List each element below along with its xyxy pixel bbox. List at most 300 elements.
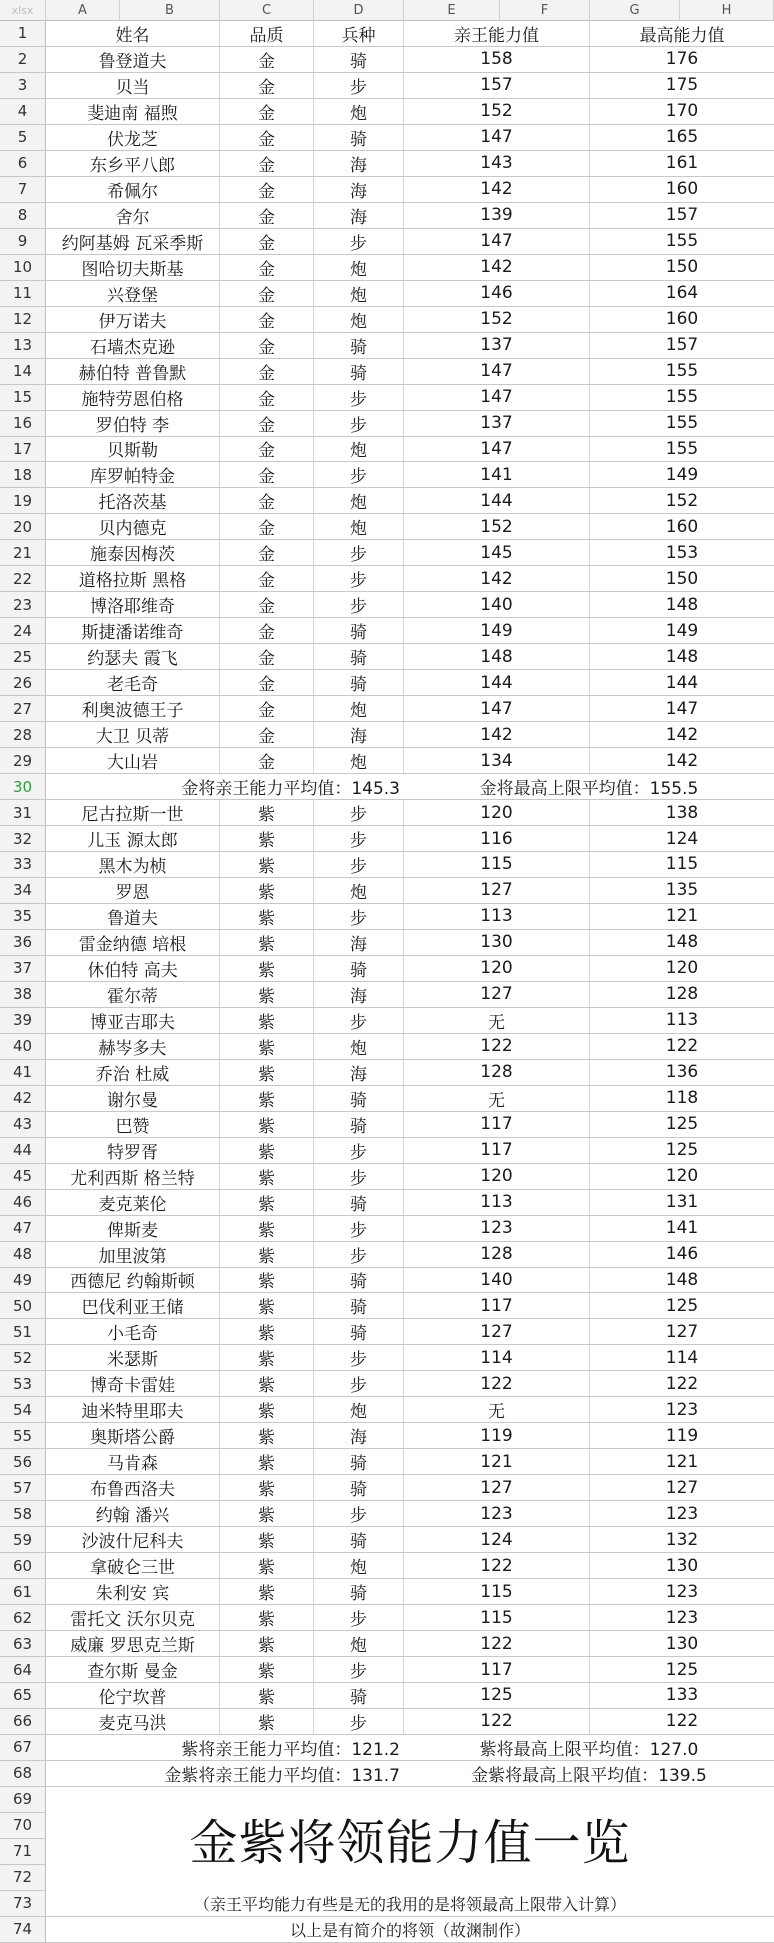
cell-quality[interactable]: 金 — [220, 99, 314, 124]
summary-left[interactable]: 紫将亲王能力平均值：121.2 — [181, 1739, 400, 1760]
cell-kinship-ability[interactable]: 121 — [404, 1449, 590, 1474]
cell-kinship-ability[interactable]: 142 — [404, 722, 590, 747]
cell-type[interactable]: 炮 — [314, 514, 404, 539]
cell-quality[interactable]: 紫 — [220, 1709, 314, 1734]
cell-kinship-ability[interactable]: 128 — [404, 1242, 590, 1267]
cell-kinship-ability[interactable]: 130 — [404, 930, 590, 955]
cell-kinship-ability[interactable]: 146 — [404, 281, 590, 306]
row-number[interactable]: 41 — [0, 1060, 46, 1085]
cell-max-ability[interactable]: 119 — [665, 1425, 699, 1446]
cell-name[interactable]: 罗恩 — [46, 878, 220, 903]
cell-type[interactable]: 骑 — [314, 670, 404, 695]
cell-quality[interactable]: 金 — [220, 177, 314, 202]
row-number[interactable]: 65 — [0, 1683, 46, 1708]
cell-name[interactable]: 特罗胥 — [46, 1138, 220, 1163]
cell-quality[interactable]: 紫 — [220, 852, 314, 877]
cell-max-ability[interactable]: 160 — [665, 309, 699, 330]
cell-type[interactable]: 步 — [314, 826, 404, 851]
cell-max-ability[interactable]: 132 — [665, 1529, 699, 1550]
cell-kinship-ability[interactable]: 152 — [404, 307, 590, 332]
row-number[interactable]: 55 — [0, 1423, 46, 1448]
row-number[interactable]: 12 — [0, 307, 46, 332]
cell-type[interactable]: 骑 — [314, 333, 404, 358]
cell-max-ability[interactable]: 133 — [665, 1685, 699, 1706]
row-number[interactable]: 9 — [0, 229, 46, 254]
cell-max-ability[interactable]: 148 — [665, 932, 699, 953]
row-number[interactable]: 36 — [0, 930, 46, 955]
cell-type[interactable]: 骑 — [314, 618, 404, 643]
row-number[interactable]: 39 — [0, 1008, 46, 1033]
cell-max-ability[interactable]: 152 — [665, 490, 699, 511]
cell-kinship-ability[interactable]: 152 — [404, 514, 590, 539]
row-number[interactable]: 49 — [0, 1268, 46, 1293]
row-number[interactable]: 45 — [0, 1164, 46, 1189]
cell-type[interactable]: 步 — [314, 566, 404, 591]
row-number[interactable]: 42 — [0, 1086, 46, 1111]
cell-name[interactable]: 尤利西斯 格兰特 — [46, 1164, 220, 1189]
cell-quality[interactable]: 紫 — [220, 982, 314, 1007]
summary-left[interactable]: 金紫将亲王能力平均值：131.7 — [164, 1765, 400, 1786]
cell-kinship-ability[interactable]: 122 — [404, 1553, 590, 1578]
row-number[interactable]: 48 — [0, 1242, 46, 1267]
cell-type[interactable]: 步 — [314, 385, 404, 410]
cell-name[interactable]: 加里波第 — [46, 1242, 220, 1267]
cell-type[interactable]: 步 — [314, 229, 404, 254]
cell-quality[interactable]: 品质 — [220, 21, 314, 46]
cell-kinship-ability[interactable]: 122 — [404, 1709, 590, 1734]
cell-quality[interactable]: 紫 — [220, 1553, 314, 1578]
cell-name[interactable]: 霍尔蒂 — [46, 982, 220, 1007]
row-number[interactable]: 56 — [0, 1449, 46, 1474]
cell-kinship-ability[interactable]: 114 — [404, 1345, 590, 1370]
row-number[interactable]: 28 — [0, 722, 46, 747]
cell-type[interactable]: 海 — [314, 203, 404, 228]
row-number[interactable]: 14 — [0, 359, 46, 384]
cell-kinship-ability[interactable]: 143 — [404, 151, 590, 176]
cell-kinship-ability[interactable]: 120 — [404, 1164, 590, 1189]
cell-kinship-ability[interactable]: 116 — [404, 826, 590, 851]
cell-type[interactable]: 炮 — [314, 307, 404, 332]
cell-quality[interactable]: 紫 — [220, 1060, 314, 1085]
row-number[interactable]: 60 — [0, 1553, 46, 1578]
cell-quality[interactable]: 金 — [220, 696, 314, 721]
row-number[interactable]: 6 — [0, 151, 46, 176]
cell-max-ability[interactable]: 125 — [665, 1114, 699, 1135]
cell-max-ability[interactable]: 124 — [665, 828, 699, 849]
cell-kinship-ability[interactable]: 122 — [404, 1631, 590, 1656]
cell-quality[interactable]: 金 — [220, 722, 314, 747]
cell-kinship-ability[interactable]: 145 — [404, 540, 590, 565]
cell-name[interactable]: 贝当 — [46, 73, 220, 98]
cell-type[interactable]: 兵种 — [314, 21, 404, 46]
cell-name[interactable]: 鲁登道夫 — [46, 47, 220, 72]
cell-quality[interactable]: 金 — [220, 488, 314, 513]
cell-type[interactable]: 炮 — [314, 99, 404, 124]
row-number[interactable]: 47 — [0, 1216, 46, 1241]
cell-type[interactable]: 炮 — [314, 1034, 404, 1059]
row-number[interactable]: 8 — [0, 203, 46, 228]
cell-quality[interactable]: 金 — [220, 514, 314, 539]
cell-name[interactable]: 托洛茨基 — [46, 488, 220, 513]
row-number[interactable]: 17 — [0, 437, 46, 462]
cell-quality[interactable]: 金 — [220, 229, 314, 254]
cell-name[interactable]: 兴登堡 — [46, 281, 220, 306]
cell-type[interactable]: 步 — [314, 1709, 404, 1734]
cell-type[interactable]: 步 — [314, 800, 404, 825]
cell-type[interactable]: 步 — [314, 592, 404, 617]
cell-type[interactable]: 骑 — [314, 1683, 404, 1708]
row-number[interactable]: 20 — [0, 514, 46, 539]
cell-name[interactable]: 马肯森 — [46, 1449, 220, 1474]
cell-kinship-ability[interactable]: 无 — [404, 1397, 590, 1422]
cell-name[interactable]: 查尔斯 曼金 — [46, 1657, 220, 1682]
cell-quality[interactable]: 紫 — [220, 1631, 314, 1656]
cell-kinship-ability[interactable]: 148 — [404, 644, 590, 669]
cell-max-ability[interactable]: 最高能力值 — [639, 25, 725, 46]
row-number[interactable]: 52 — [0, 1345, 46, 1370]
cell-type[interactable]: 骑 — [314, 1475, 404, 1500]
cell-max-ability[interactable]: 155 — [665, 361, 699, 382]
cell-quality[interactable]: 金 — [220, 462, 314, 487]
cell-kinship-ability[interactable]: 137 — [404, 411, 590, 436]
cell-max-ability[interactable]: 118 — [665, 1088, 699, 1109]
cell-type[interactable]: 步 — [314, 1242, 404, 1267]
row-number[interactable]: 31 — [0, 800, 46, 825]
cell-name[interactable]: 斯捷潘诺维奇 — [46, 618, 220, 643]
cell-name[interactable]: 博亚吉耶夫 — [46, 1008, 220, 1033]
cell-max-ability[interactable]: 147 — [665, 698, 699, 719]
cell-quality[interactable]: 紫 — [220, 1345, 314, 1370]
row-number[interactable]: 43 — [0, 1112, 46, 1137]
row-number[interactable]: 44 — [0, 1138, 46, 1163]
cell-kinship-ability[interactable]: 115 — [404, 1605, 590, 1630]
row-number[interactable]: 69 — [0, 1787, 46, 1812]
cell-type[interactable]: 步 — [314, 1605, 404, 1630]
cell-name[interactable]: 迪米特里耶夫 — [46, 1397, 220, 1422]
cell-name[interactable]: 麦克莱伦 — [46, 1190, 220, 1215]
cell-kinship-ability[interactable]: 123 — [404, 1216, 590, 1241]
cell-quality[interactable]: 金 — [220, 151, 314, 176]
cell-type[interactable]: 炮 — [314, 1631, 404, 1656]
cell-quality[interactable]: 紫 — [220, 1216, 314, 1241]
cell-name[interactable]: 石墙杰克逊 — [46, 333, 220, 358]
cell-type[interactable]: 骑 — [314, 1527, 404, 1552]
cell-quality[interactable]: 金 — [220, 411, 314, 436]
cell-name[interactable]: 雷金纳德 培根 — [46, 930, 220, 955]
cell-name[interactable]: 儿玉 源太郎 — [46, 826, 220, 851]
cell-kinship-ability[interactable]: 147 — [404, 359, 590, 384]
row-number[interactable]: 16 — [0, 411, 46, 436]
column-header-b[interactable]: B — [120, 0, 220, 21]
cell-max-ability[interactable]: 123 — [665, 1607, 699, 1628]
cell-quality[interactable]: 金 — [220, 73, 314, 98]
cell-quality[interactable]: 紫 — [220, 1683, 314, 1708]
cell-type[interactable]: 步 — [314, 1501, 404, 1526]
cell-quality[interactable]: 金 — [220, 307, 314, 332]
row-number[interactable]: 62 — [0, 1605, 46, 1630]
cell-kinship-ability[interactable]: 122 — [404, 1034, 590, 1059]
cell-type[interactable]: 骑 — [314, 956, 404, 981]
row-number[interactable]: 50 — [0, 1293, 46, 1318]
row-number[interactable]: 67 — [0, 1735, 46, 1760]
cell-name[interactable]: 西德尼 约翰斯顿 — [46, 1268, 220, 1293]
cell-kinship-ability[interactable]: 113 — [404, 904, 590, 929]
cell-max-ability[interactable]: 128 — [665, 984, 699, 1005]
summary-right[interactable]: 金将最高上限平均值：155.5 — [479, 779, 699, 800]
cell-max-ability[interactable]: 123 — [665, 1399, 699, 1420]
row-number[interactable]: 66 — [0, 1709, 46, 1734]
column-header-f[interactable]: F — [500, 0, 590, 21]
cell-quality[interactable]: 紫 — [220, 956, 314, 981]
row-number[interactable]: 21 — [0, 540, 46, 565]
cell-max-ability[interactable]: 161 — [665, 153, 699, 174]
cell-type[interactable]: 步 — [314, 1345, 404, 1370]
cell-name[interactable]: 沙波什尼科夫 — [46, 1527, 220, 1552]
column-header-h[interactable]: H — [680, 0, 774, 21]
row-number[interactable]: 4 — [0, 99, 46, 124]
cell-quality[interactable]: 紫 — [220, 878, 314, 903]
cell-quality[interactable]: 紫 — [220, 1112, 314, 1137]
row-number[interactable]: 72 — [0, 1865, 46, 1890]
row-number[interactable]: 54 — [0, 1397, 46, 1422]
cell-type[interactable]: 炮 — [314, 1397, 404, 1422]
cell-name[interactable]: 伏龙芝 — [46, 125, 220, 150]
cell-kinship-ability[interactable]: 144 — [404, 488, 590, 513]
cell-type[interactable]: 骑 — [314, 1449, 404, 1474]
column-header-a[interactable]: A — [46, 0, 120, 21]
cell-quality[interactable]: 紫 — [220, 1475, 314, 1500]
cell-kinship-ability[interactable]: 157 — [404, 73, 590, 98]
cell-quality[interactable]: 金 — [220, 203, 314, 228]
cell-max-ability[interactable]: 130 — [665, 1633, 699, 1654]
cell-quality[interactable]: 金 — [220, 359, 314, 384]
cell-kinship-ability[interactable]: 120 — [404, 956, 590, 981]
row-number[interactable]: 3 — [0, 73, 46, 98]
row-number[interactable]: 5 — [0, 125, 46, 150]
cell-kinship-ability[interactable]: 123 — [404, 1501, 590, 1526]
cell-type[interactable]: 炮 — [314, 488, 404, 513]
cell-type[interactable]: 步 — [314, 1164, 404, 1189]
cell-kinship-ability[interactable]: 152 — [404, 99, 590, 124]
cell-type[interactable]: 海 — [314, 1423, 404, 1448]
cell-quality[interactable]: 紫 — [220, 1501, 314, 1526]
cell-name[interactable]: 黑木为桢 — [46, 852, 220, 877]
cell-type[interactable]: 骑 — [314, 1579, 404, 1604]
cell-kinship-ability[interactable]: 142 — [404, 177, 590, 202]
cell-name[interactable]: 贝内德克 — [46, 514, 220, 539]
cell-quality[interactable]: 紫 — [220, 1268, 314, 1293]
cell-name[interactable]: 舍尔 — [46, 203, 220, 228]
cell-type[interactable]: 步 — [314, 904, 404, 929]
cell-kinship-ability[interactable]: 117 — [404, 1138, 590, 1163]
cell-name[interactable]: 罗伯特 李 — [46, 411, 220, 436]
cell-max-ability[interactable]: 125 — [665, 1295, 699, 1316]
cell-name[interactable]: 道格拉斯 黑格 — [46, 566, 220, 591]
cell-name[interactable]: 大山岩 — [46, 748, 220, 773]
cell-max-ability[interactable]: 146 — [665, 1244, 699, 1265]
cell-quality[interactable]: 金 — [220, 644, 314, 669]
row-number[interactable]: 24 — [0, 618, 46, 643]
cell-kinship-ability[interactable]: 142 — [404, 255, 590, 280]
cell-quality[interactable]: 紫 — [220, 1579, 314, 1604]
row-number[interactable]: 11 — [0, 281, 46, 306]
cell-kinship-ability[interactable]: 147 — [404, 385, 590, 410]
cell-quality[interactable]: 紫 — [220, 1086, 314, 1111]
cell-max-ability[interactable]: 160 — [665, 179, 699, 200]
cell-type[interactable]: 海 — [314, 930, 404, 955]
cell-quality[interactable]: 紫 — [220, 1449, 314, 1474]
cell-max-ability[interactable]: 148 — [665, 594, 699, 615]
cell-max-ability[interactable]: 138 — [665, 802, 699, 823]
cell-type[interactable]: 步 — [314, 852, 404, 877]
cell-kinship-ability[interactable]: 119 — [404, 1423, 590, 1448]
column-header-d[interactable]: D — [314, 0, 404, 21]
cell-type[interactable]: 骑 — [314, 1190, 404, 1215]
column-header-e[interactable]: E — [404, 0, 500, 21]
cell-max-ability[interactable]: 125 — [665, 1659, 699, 1680]
cell-type[interactable]: 步 — [314, 1216, 404, 1241]
row-number[interactable]: 71 — [0, 1839, 46, 1864]
cell-type[interactable]: 海 — [314, 151, 404, 176]
cell-quality[interactable]: 紫 — [220, 1397, 314, 1422]
cell-max-ability[interactable]: 115 — [665, 854, 699, 875]
row-number[interactable]: 74 — [0, 1917, 46, 1942]
cell-quality[interactable]: 金 — [220, 255, 314, 280]
cell-quality[interactable]: 紫 — [220, 1034, 314, 1059]
summary-left[interactable]: 金将亲王能力平均值：145.3 — [181, 779, 400, 800]
row-number[interactable]: 73 — [0, 1891, 46, 1916]
cell-max-ability[interactable]: 148 — [665, 646, 699, 667]
cell-quality[interactable]: 紫 — [220, 1657, 314, 1682]
cell-name[interactable]: 鲁道夫 — [46, 904, 220, 929]
cell-max-ability[interactable]: 144 — [665, 672, 699, 693]
cell-max-ability[interactable]: 155 — [665, 413, 699, 434]
cell-type[interactable]: 步 — [314, 73, 404, 98]
cell-name[interactable]: 老毛奇 — [46, 670, 220, 695]
cell-max-ability[interactable]: 136 — [665, 1062, 699, 1083]
cell-max-ability[interactable]: 141 — [665, 1218, 699, 1239]
cell-type[interactable]: 步 — [314, 1657, 404, 1682]
cell-name[interactable]: 约阿基姆 瓦采季斯 — [46, 229, 220, 254]
cell-quality[interactable]: 金 — [220, 125, 314, 150]
cell-max-ability[interactable]: 150 — [665, 568, 699, 589]
cell-max-ability[interactable]: 123 — [665, 1581, 699, 1602]
cell-type[interactable]: 炮 — [314, 878, 404, 903]
row-number[interactable]: 68 — [0, 1761, 46, 1786]
cell-kinship-ability[interactable]: 113 — [404, 1190, 590, 1215]
cell-max-ability[interactable]: 164 — [665, 283, 699, 304]
cell-max-ability[interactable]: 127 — [665, 1321, 699, 1342]
row-number[interactable]: 40 — [0, 1034, 46, 1059]
row-number[interactable]: 61 — [0, 1579, 46, 1604]
cell-quality[interactable]: 紫 — [220, 930, 314, 955]
corner-cell[interactable]: xlsx — [0, 0, 46, 21]
row-number[interactable]: 35 — [0, 904, 46, 929]
row-number[interactable]: 59 — [0, 1527, 46, 1552]
column-header-g[interactable]: G — [590, 0, 680, 21]
cell-name[interactable]: 赫岑多夫 — [46, 1034, 220, 1059]
row-number[interactable]: 27 — [0, 696, 46, 721]
row-number[interactable]: 70 — [0, 1813, 46, 1838]
cell-type[interactable]: 炮 — [314, 696, 404, 721]
row-number[interactable]: 7 — [0, 177, 46, 202]
cell-quality[interactable]: 紫 — [220, 1008, 314, 1033]
row-number[interactable]: 26 — [0, 670, 46, 695]
row-number[interactable]: 22 — [0, 566, 46, 591]
cell-max-ability[interactable]: 142 — [665, 724, 699, 745]
cell-max-ability[interactable]: 131 — [665, 1192, 699, 1213]
cell-type[interactable]: 骑 — [314, 1293, 404, 1318]
cell-type[interactable]: 骑 — [314, 47, 404, 72]
cell-quality[interactable]: 紫 — [220, 1190, 314, 1215]
cell-name[interactable]: 谢尔曼 — [46, 1086, 220, 1111]
cell-kinship-ability[interactable]: 140 — [404, 1268, 590, 1293]
row-number[interactable]: 51 — [0, 1319, 46, 1344]
row-number[interactable]: 13 — [0, 333, 46, 358]
cell-type[interactable]: 步 — [314, 540, 404, 565]
cell-type[interactable]: 海 — [314, 722, 404, 747]
cell-kinship-ability[interactable]: 128 — [404, 1060, 590, 1085]
cell-kinship-ability[interactable]: 115 — [404, 1579, 590, 1604]
cell-quality[interactable]: 紫 — [220, 904, 314, 929]
cell-kinship-ability[interactable]: 无 — [404, 1008, 590, 1033]
cell-kinship-ability[interactable]: 117 — [404, 1657, 590, 1682]
cell-type[interactable]: 炮 — [314, 437, 404, 462]
cell-kinship-ability[interactable]: 147 — [404, 125, 590, 150]
cell-name[interactable]: 赫伯特 普鲁默 — [46, 359, 220, 384]
cell-kinship-ability[interactable]: 117 — [404, 1112, 590, 1137]
cell-quality[interactable]: 紫 — [220, 1293, 314, 1318]
cell-name[interactable]: 伦宁坎普 — [46, 1683, 220, 1708]
summary-right[interactable]: 紫将最高上限平均值：127.0 — [479, 1739, 699, 1760]
cell-max-ability[interactable]: 123 — [665, 1503, 699, 1524]
cell-quality[interactable]: 紫 — [220, 800, 314, 825]
cell-max-ability[interactable]: 122 — [665, 1711, 699, 1732]
cell-kinship-ability[interactable]: 147 — [404, 229, 590, 254]
cell-max-ability[interactable]: 150 — [665, 257, 699, 278]
cell-quality[interactable]: 金 — [220, 670, 314, 695]
cell-kinship-ability[interactable]: 127 — [404, 878, 590, 903]
cell-type[interactable]: 步 — [314, 462, 404, 487]
cell-max-ability[interactable]: 157 — [665, 205, 699, 226]
cell-name[interactable]: 朱利安 宾 — [46, 1579, 220, 1604]
cell-max-ability[interactable]: 148 — [665, 1269, 699, 1290]
cell-max-ability[interactable]: 127 — [665, 1477, 699, 1498]
cell-name[interactable]: 贝斯勒 — [46, 437, 220, 462]
row-number[interactable]: 46 — [0, 1190, 46, 1215]
cell-name[interactable]: 博奇卡雷娃 — [46, 1371, 220, 1396]
cell-name[interactable]: 库罗帕特金 — [46, 462, 220, 487]
cell-type[interactable]: 步 — [314, 1371, 404, 1396]
cell-type[interactable]: 骑 — [314, 1319, 404, 1344]
cell-name[interactable]: 博洛耶维奇 — [46, 592, 220, 617]
cell-name[interactable]: 图哈切夫斯基 — [46, 255, 220, 280]
credit-row-text[interactable]: 以上是有简介的将领（故渊制作） — [289, 1920, 530, 1940]
cell-name[interactable]: 大卫 贝蒂 — [46, 722, 220, 747]
cell-quality[interactable]: 紫 — [220, 1319, 314, 1344]
cell-kinship-ability[interactable]: 115 — [404, 852, 590, 877]
cell-name[interactable]: 施泰因梅茨 — [46, 540, 220, 565]
cell-quality[interactable]: 金 — [220, 540, 314, 565]
row-number[interactable]: 64 — [0, 1657, 46, 1682]
row-number[interactable]: 19 — [0, 488, 46, 513]
cell-kinship-ability[interactable]: 134 — [404, 748, 590, 773]
cell-type[interactable]: 炮 — [314, 255, 404, 280]
row-number[interactable]: 18 — [0, 462, 46, 487]
cell-type[interactable]: 海 — [314, 177, 404, 202]
row-number[interactable]: 29 — [0, 748, 46, 773]
cell-name[interactable]: 东乡平八郎 — [46, 151, 220, 176]
